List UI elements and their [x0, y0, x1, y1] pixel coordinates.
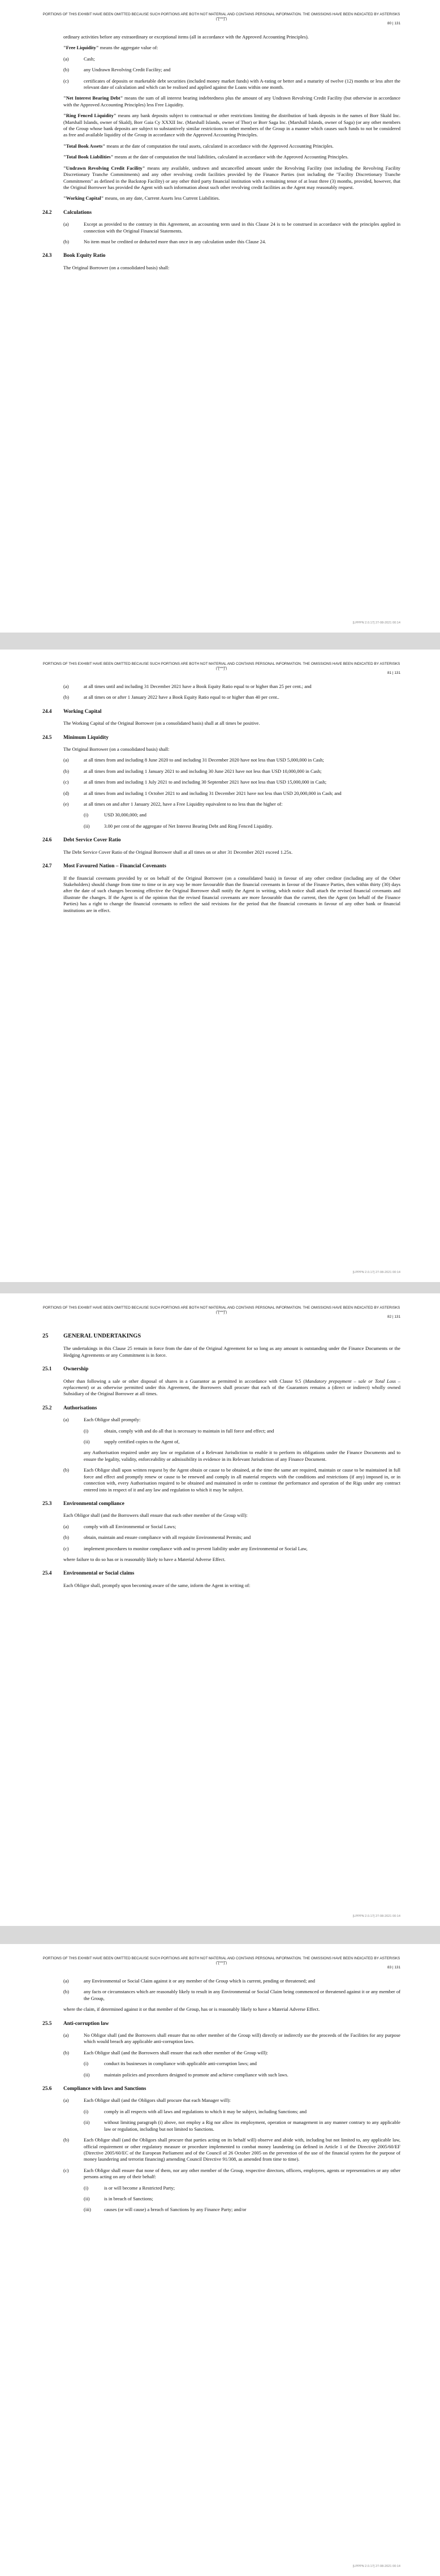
- section-title: Minimum Liquidity: [63, 734, 109, 741]
- page-number: 80 | 131: [387, 21, 400, 25]
- defined-term: "Total Book Assets": [63, 143, 106, 149]
- section-heading: [42, 1501, 400, 1507]
- list-text: causes (or will cause) a breach of Sanctions by any Finance Party; and/or: [104, 2207, 247, 2213]
- definition-undrawn-rcf: [63, 165, 400, 191]
- list-text: No Obligor shall (and the Borrowers shall ensure that no other member of the Group will) directly or indirectly use the proceeds of the Facilities for any purpose which would breach any applicable anti-corruption laws.: [84, 2032, 400, 2045]
- list-marker: (i): [84, 2108, 89, 2114]
- section-title: GENERAL UNDERTAKINGS: [63, 1333, 141, 1339]
- definition-working-capital: [63, 195, 400, 201]
- section-number: 24.4: [42, 708, 52, 715]
- page-footer: [LPPPN 2.0.17] 27-08-2021 00:14: [352, 1271, 400, 1274]
- paragraph: The Debt Service Cover Ratio of the Original Borrower shall at all times on or after 31 December 2021 exceed 1.25x.: [63, 849, 293, 855]
- list-marker: (a): [63, 221, 69, 227]
- section-title: Anti-corruption law: [63, 2020, 109, 2027]
- list-marker: (b): [63, 694, 70, 700]
- list-marker: (b): [63, 238, 70, 244]
- list-text: Except as provided to the contrary in this Agreement, an accounting term used in this Clause 24 is to be construed in accordance with the principles applied in connection with the Original Financial Statements.: [84, 221, 400, 234]
- list-text: certificates of deposits or marketable debt securities (included money market funds) with A-rating or better and a maturity of twelve (12) months or less after the relevant date of calculation and which can be realised and applied against the Loans within one month.: [84, 78, 400, 91]
- list-text: comply in all respects with all laws and regulations to which it may be subject, including Sanctions; and: [104, 2108, 307, 2114]
- list-marker: (i): [84, 2061, 89, 2067]
- list-item: [63, 1417, 400, 1423]
- list-marker: (i): [84, 2184, 89, 2191]
- confidentiality-header: PORTIONS OF THIS EXHIBIT HAVE BEEN OMITTED BECAUSE SUCH PORTIONS ARE BOTH NOT MATERIAL AND CONTAINS PERSONAL INFORMATION. THE OMISSIONS HAVE BEEN INDICATED BY ASTERISKS ("[***]"): [42, 12, 400, 21]
- paragraph: where the claim, if determined against it or that member of the Group, has or is reasonably likely to have a Material Adverse Effect.: [63, 2006, 320, 2012]
- definition-free-liquidity: [63, 45, 400, 51]
- sub-list-item: [84, 812, 400, 818]
- list-text: Each Obligor shall (and the Obligors shall procure that parties acting on its behalf will) observe and abide with, including but not limited to, any applicable law, official requirement or other regulatory measure or procedure implemented to combat money laundering (as defined in Article 1 of the Directive 2005/60/EF (Directive 2005/60/EC of the European Parliament and of the Council of 26 October 2005 on the prevention of the use of the financial system for the purpose of money laundering and terrorist financing) amending Council Directive 91/308, as amended from time to time).: [84, 2137, 400, 2162]
- section-title: Debt Service Cover Ratio: [63, 837, 121, 844]
- list-text: at all times on or after 1 January 2022 have a Book Equity Ratio equal to or higher than 40 per cent..: [84, 694, 279, 700]
- page-number: 82 | 131: [387, 1315, 400, 1319]
- list-text: 3.00 per cent of the aggregate of Net Interest Bearing Debt and Ring Fenced Liquidity.: [104, 823, 273, 829]
- definition-text: means at the date of computation the total liabilities, calculated in accordance with the Approved Accounting Principles.: [113, 154, 348, 160]
- list-text: at all times from and including 1 January 2021 to and including 30 June 2021 have not less than USD 10,000,000 in Cash;: [84, 768, 322, 774]
- sub-list-item: [84, 2196, 400, 2202]
- list-marker: (b): [63, 2137, 70, 2143]
- list-item: [63, 221, 400, 234]
- list-item: [63, 1534, 400, 1541]
- list-text: implement procedures to monitor compliance with and to prevent liability under any Environmental or Social Law,: [84, 1545, 308, 1551]
- paragraph: [63, 1378, 400, 1397]
- list-marker: (a): [63, 55, 69, 62]
- section-heading: [42, 837, 400, 844]
- list-text: Each Obligor shall promptly:: [84, 1417, 141, 1423]
- list-text: at all times from and including 1 October 2021 to and including 31 December 2021 have not less than USD 20,000,000 in Cash; and: [84, 790, 342, 796]
- document-page-1: [0, 0, 440, 633]
- page-footer: [LPPPN 2.0.17] 27-08-2021 00:14: [352, 2565, 400, 2568]
- section-number: 25.4: [42, 1571, 52, 1577]
- page-body: [42, 1327, 400, 1593]
- section-number: 24.2: [42, 209, 52, 216]
- section-title: Ownership: [63, 1366, 89, 1373]
- list-marker: (a): [63, 757, 69, 763]
- sub-list-item: [84, 823, 400, 829]
- section-number: 25: [42, 1333, 49, 1339]
- section-title: Book Equity Ratio: [63, 253, 106, 259]
- list-item: [63, 801, 400, 807]
- text-run: ) or as otherwise permitted under this Agreement, the Borrowers shall procure that each of the Guarantors remains a (direct or indirect) wholly owned Subsidiary of the Original Borrower at all times.: [63, 1384, 400, 1397]
- section-title: Compliance with laws and Sanctions: [63, 2086, 146, 2092]
- list-marker: (i): [84, 1427, 89, 1434]
- list-marker: (ii): [84, 823, 90, 829]
- list-item: [63, 1467, 400, 1493]
- paragraph: any Authorisation required under any law or regulation of a Relevant Jurisdiction to enable it to perform its obligations under the Finance Documents and to ensure the legality, validity, enforceability or admissibility in evidence in its Relevant Jurisdiction of any Finance Document.: [84, 1450, 400, 1462]
- list-marker: (b): [63, 1989, 70, 1995]
- list-text: supply certified copies to the Agent of,: [104, 1439, 180, 1445]
- section-heading: [42, 1405, 400, 1412]
- section-title: Most Favoured Nation – Financial Covenants: [63, 863, 166, 870]
- section-title: Calculations: [63, 209, 92, 216]
- paragraph: Each Obligor shall (and the Borrowers shall ensure that each other member of the Group will):: [63, 1512, 248, 1519]
- list-text: maintain policies and procedures designed to promote and achieve compliance with such laws.: [104, 2071, 288, 2078]
- list-text: is in breach of Sanctions;: [104, 2195, 153, 2201]
- clause-reference: Mandatory prepayment – sale or Total Loss – replacement: [63, 1378, 400, 1391]
- list-marker: (b): [63, 67, 70, 73]
- list-item: [63, 757, 400, 763]
- section-heading: [42, 2021, 400, 2027]
- defined-term: "Free Liquidity": [63, 45, 99, 51]
- page-footer: [LPPPN 2.0.17] 27-08-2021 00:14: [352, 621, 400, 625]
- sub-list-item: [84, 1439, 400, 1445]
- paragraph: The Original Borrower (on a consolidated basis) shall:: [63, 746, 170, 752]
- definition-text: means, on any date, Current Assets less Current Liabilities.: [103, 195, 220, 201]
- list-marker: (a): [63, 683, 69, 689]
- paragraph: The Original Borrower (on a consolidated basis) shall:: [63, 264, 170, 270]
- list-item: [63, 768, 400, 775]
- section-heading: [42, 210, 400, 216]
- definition-text: means the sum of all interest bearing indebtedness plus the amount of any Undrawn Revolving Credit Facility (but otherwise in accordance with the Approved Accounting Principles) less Free Liquidity.: [63, 95, 400, 107]
- paragraph: If the financial covenants provided by or on behalf of the Original Borrower (on a consolidated basis) in favour of any other creditor (including any of the Other Stakeholders) should change from time to time or in any way be more favourable than the financial covenants in favour of the Finance Parties, then within thirty (30) days after the date of such changes becoming effective the Original Borrower shall notify the Agent in writing, which notice shall attach the revised financial covenants and illustrate the changes. If the Agent is of the opinion that the revised financial covenants are more favourable than the current, then the Agent (on behalf of the Finance Parties) has a right to change the financial covenants to reflect the said revisions for the period that the financial covenants in favour of any other bank or financial institutions are in effect.: [63, 875, 400, 913]
- page-body: [42, 1978, 400, 2218]
- list-item: [63, 779, 400, 785]
- list-text: obtain, comply with and do all that is necessary to maintain in full force and effect; and: [104, 1427, 274, 1434]
- list-item: [63, 67, 400, 73]
- paragraph: where failure to do so has or is reasonably likely to have a Material Adverse Effect.: [63, 1556, 226, 1562]
- section-heading: [42, 1571, 400, 1577]
- page-body: [42, 34, 400, 276]
- sub-list-item: [84, 2109, 400, 2115]
- list-item: [63, 683, 400, 690]
- list-text: Each Obligor shall ensure that none of them, nor any other member of the Group, respective directors, officers, employees, agents or representatives or any other persons acting on any of their behalf:: [84, 2167, 400, 2180]
- definition-text: means the aggregate value of:: [98, 45, 158, 51]
- section-number: 25.2: [42, 1405, 52, 1411]
- document-page-4: [0, 1944, 440, 2576]
- section-title: Authorisations: [63, 1405, 97, 1411]
- section-number: 25.6: [42, 2086, 52, 2092]
- definition-nibd: [63, 95, 400, 108]
- list-text: obtain, maintain and ensure compliance with all requisite Environmental Permits; and: [84, 1534, 251, 1541]
- section-heading: [42, 1366, 400, 1373]
- section-title: Environmental or Social claims: [63, 1571, 135, 1577]
- page-body: [42, 683, 400, 918]
- section-heading: [42, 253, 400, 259]
- list-marker: (ii): [84, 2195, 90, 2201]
- list-marker: (c): [63, 779, 69, 785]
- list-text: is or will become a Restricted Party;: [104, 2184, 175, 2191]
- definition-ring-fenced-liquidity: [63, 113, 400, 139]
- list-marker: (a): [63, 2032, 69, 2039]
- sub-list-item: [84, 1428, 400, 1434]
- page-number: 83 | 131: [387, 1966, 400, 1969]
- section-number: 25.1: [42, 1366, 52, 1373]
- list-marker: (b): [63, 1467, 70, 1473]
- paragraph: The undertakings in this Clause 25 remain in force from the date of the Original Agreement for so long as any amount is outstanding under the Finance Documents or the Hedging Agreements or any Commitment is in force.: [63, 1345, 400, 1358]
- section-number: 24.3: [42, 253, 52, 259]
- list-marker: (i): [84, 812, 89, 818]
- list-marker: (b): [63, 2049, 70, 2055]
- list-item: [63, 56, 400, 62]
- list-marker: (c): [63, 1545, 69, 1551]
- list-marker: (ii): [84, 2071, 90, 2078]
- list-text: No item must be credited or deducted more than once in any calculation under this Clause 24.: [84, 238, 266, 244]
- list-text: at all times from and including 1 July 2021 to and including 30 September 2021 have not less than USD 15,000,000 in Cash;: [84, 779, 327, 785]
- list-item: [63, 2168, 400, 2181]
- list-marker: (a): [63, 1417, 69, 1423]
- definition-total-book-liabilities: [63, 154, 400, 160]
- list-text: at all times from and including 8 June 2020 to and including 31 December 2020 have not less than USD 5,000,000 in Cash;: [84, 757, 324, 763]
- list-marker: (b): [63, 1534, 70, 1541]
- definition-total-book-assets: [63, 143, 400, 149]
- list-marker: (b): [63, 768, 70, 774]
- section-heading: [42, 2086, 400, 2092]
- confidentiality-header: PORTIONS OF THIS EXHIBIT HAVE BEEN OMITTED BECAUSE SUCH PORTIONS ARE BOTH NOT MATERIAL AND CONTAINS PERSONAL INFORMATION. THE OMISSIONS HAVE BEEN INDICATED BY ASTERISKS ("[***]"): [42, 1306, 400, 1315]
- confidentiality-header: PORTIONS OF THIS EXHIBIT HAVE BEEN OMITTED BECAUSE SUCH PORTIONS ARE BOTH NOT MATERIAL AND CONTAINS PERSONAL INFORMATION. THE OMISSIONS HAVE BEEN INDICATED BY ASTERISKS ("[***]"): [42, 1956, 400, 1966]
- section-number: 25.3: [42, 1500, 52, 1507]
- list-marker: (e): [63, 801, 69, 807]
- list-item: [63, 239, 400, 245]
- list-text: Each Obligor shall upon written request by the Agent obtain or cause to be obtained, at the time the same are required, maintain or cause to be maintained in full force and effect and promptly renew or cause to be renewed and comply in all material respects with the conditions and restrictions (if any) imposed in, or in connection with, every Authorisation required to be obtained and maintained in order to continue the performance and operation of the Rigs under any contract entered into in respect of it and any law and regulation to which it may be subject.: [84, 1467, 400, 1493]
- list-item: [63, 694, 400, 700]
- definition-text: means at the date of computation the total assets, calculated in accordance with the Approved Accounting Principles.: [105, 143, 334, 149]
- list-item: [63, 2137, 400, 2163]
- list-text: any Undrawn Revolving Credit Facility; and: [84, 67, 171, 73]
- sub-list-item: [84, 2207, 400, 2213]
- sub-list-item: [84, 2185, 400, 2191]
- list-text: without limiting paragraph (i) above, not employ a Rig nor allow its employment, operation or management in any manner contrary to any applicable law or regulation, including but not limited to Sanctions.: [104, 2119, 400, 2132]
- text-run: Other than following a sale or other disposal of shares in a Guarantor as permitted in accordance with Clause 9.5 (: [63, 1378, 305, 1384]
- section-number: 24.5: [42, 734, 52, 741]
- section-heading: [42, 735, 400, 741]
- list-text: Cash;: [84, 55, 95, 62]
- sub-list-item: [84, 2072, 400, 2078]
- list-item: [63, 1546, 400, 1552]
- list-marker: (a): [63, 1523, 69, 1529]
- defined-term: "Ring Fenced Liquidity": [63, 113, 117, 119]
- definition-text: means any bank deposits subject to contractual or other restrictions limiting the distribution of bank deposits in the names of Borr Skald Inc. (Marshall Islands, owner of Skald), Borr Gaia Cy XXXII Inc. (Marshall Islands, owner of Thor) or Borr Saga Inc. (Marshall Islands, owner of Saga) (or any other members of the Group whose bank deposits are subject to substantively similar restrictions to other members of the Group in a manner which causes such funds to not be considered as free and available liquidity of the Group in accordance with the Approved Accounting Principles.: [63, 113, 400, 138]
- list-item: [63, 1989, 400, 2002]
- list-marker: (d): [63, 790, 70, 796]
- defined-term: "Total Book Liabilities": [63, 154, 114, 160]
- list-item: [63, 2032, 400, 2045]
- list-text: USD 30,000,000; and: [104, 812, 146, 818]
- list-text: Each Obligor shall (and the Borrowers shall ensure that each other member of the Group will):: [84, 2049, 268, 2055]
- list-marker: (c): [63, 78, 69, 84]
- list-text: conduct its businesses in compliance with applicable anti-corruption laws; and: [104, 2061, 257, 2067]
- section-heading: [42, 709, 400, 715]
- page-number: 81 | 131: [387, 671, 400, 675]
- section-title: Working Capital: [63, 708, 102, 715]
- list-marker: (c): [63, 2167, 69, 2173]
- list-marker: (ii): [84, 1439, 90, 1445]
- paragraph: Each Obligor shall, promptly upon becoming aware of the same, inform the Agent in writing of:: [63, 1582, 251, 1588]
- sub-list-item: [84, 2061, 400, 2067]
- section-heading: [42, 863, 400, 870]
- document-page-3: [0, 1293, 440, 1926]
- definition-text: means any available, undrawn and uncancelled amount under the Revolving Facility (not including the Revolving Facility Discretionary Tranche Commitments) and any other revolving credit facilities provided by the Finance Parties (not including the "Facility Discretionary Tranche Commitments" as defined in the Backstop Facility) or any other third party financial institution with a remaining tenor of at least three (3) months, provided, however, that the Original Borrower has provided the Agent with such information about such other revolving credit facilities as the Agent may reasonably request.: [63, 165, 400, 190]
- section-number: 24.7: [42, 863, 52, 870]
- paragraph: ordinary activities before any extraordinary or exceptional items (all in accordance with the Approved Accounting Principles).: [63, 34, 309, 40]
- list-text: any facts or circumstances which are reasonably likely to result in any Environmental or Social Claim being commenced or threatened against it or any member of the Group,: [84, 1989, 400, 2001]
- section-number: 25.5: [42, 2020, 52, 2027]
- list-text: any Environmental or Social Claim against it or any member of the Group which is current, pending or threatened; and: [84, 1978, 316, 1984]
- confidentiality-header: PORTIONS OF THIS EXHIBIT HAVE BEEN OMITTED BECAUSE SUCH PORTIONS ARE BOTH NOT MATERIAL AND CONTAINS PERSONAL INFORMATION. THE OMISSIONS HAVE BEEN INDICATED BY ASTERISKS ("[***]"): [42, 662, 400, 671]
- sub-list-item: [84, 2119, 400, 2132]
- clause-heading: [42, 1333, 400, 1339]
- list-marker: (iii): [84, 2207, 91, 2213]
- list-marker: (a): [63, 2097, 69, 2104]
- list-item: [63, 2097, 400, 2104]
- list-item: [63, 78, 400, 91]
- list-item: [63, 1978, 400, 1984]
- list-marker: (a): [63, 1978, 69, 1984]
- list-text: at all times until and including 31 December 2021 have a Book Equity Ratio equal to or higher than 25 per cent.; and: [84, 683, 312, 689]
- section-number: 24.6: [42, 837, 52, 844]
- list-marker: (ii): [84, 2119, 90, 2126]
- document-page-2: [0, 650, 440, 1282]
- list-item: [63, 1524, 400, 1530]
- list-item: [63, 790, 400, 797]
- defined-term: "Net Interest Bearing Debt": [63, 95, 123, 101]
- page-footer: [LPPPN 2.0.17] 27-08-2021 00:14: [352, 1915, 400, 1918]
- list-item: [63, 2050, 400, 2056]
- defined-term: "Undrawn Revolving Credit Facility": [63, 165, 145, 171]
- section-title: Environmental compliance: [63, 1500, 124, 1507]
- defined-term: "Working Capital": [63, 195, 104, 201]
- list-text: comply with all Environmental or Social Laws;: [84, 1523, 176, 1529]
- list-text: Each Obligor shall (and the Obligors shall procure that each Manager will):: [84, 2097, 231, 2104]
- paragraph: The Working Capital of the Original Borrower (on a consolidated basis) shall at all times be positive.: [63, 720, 260, 726]
- list-text: at all times on and after 1 January 2022, have a Free Liquidity equivalent to no less than the higher of:: [84, 801, 283, 807]
